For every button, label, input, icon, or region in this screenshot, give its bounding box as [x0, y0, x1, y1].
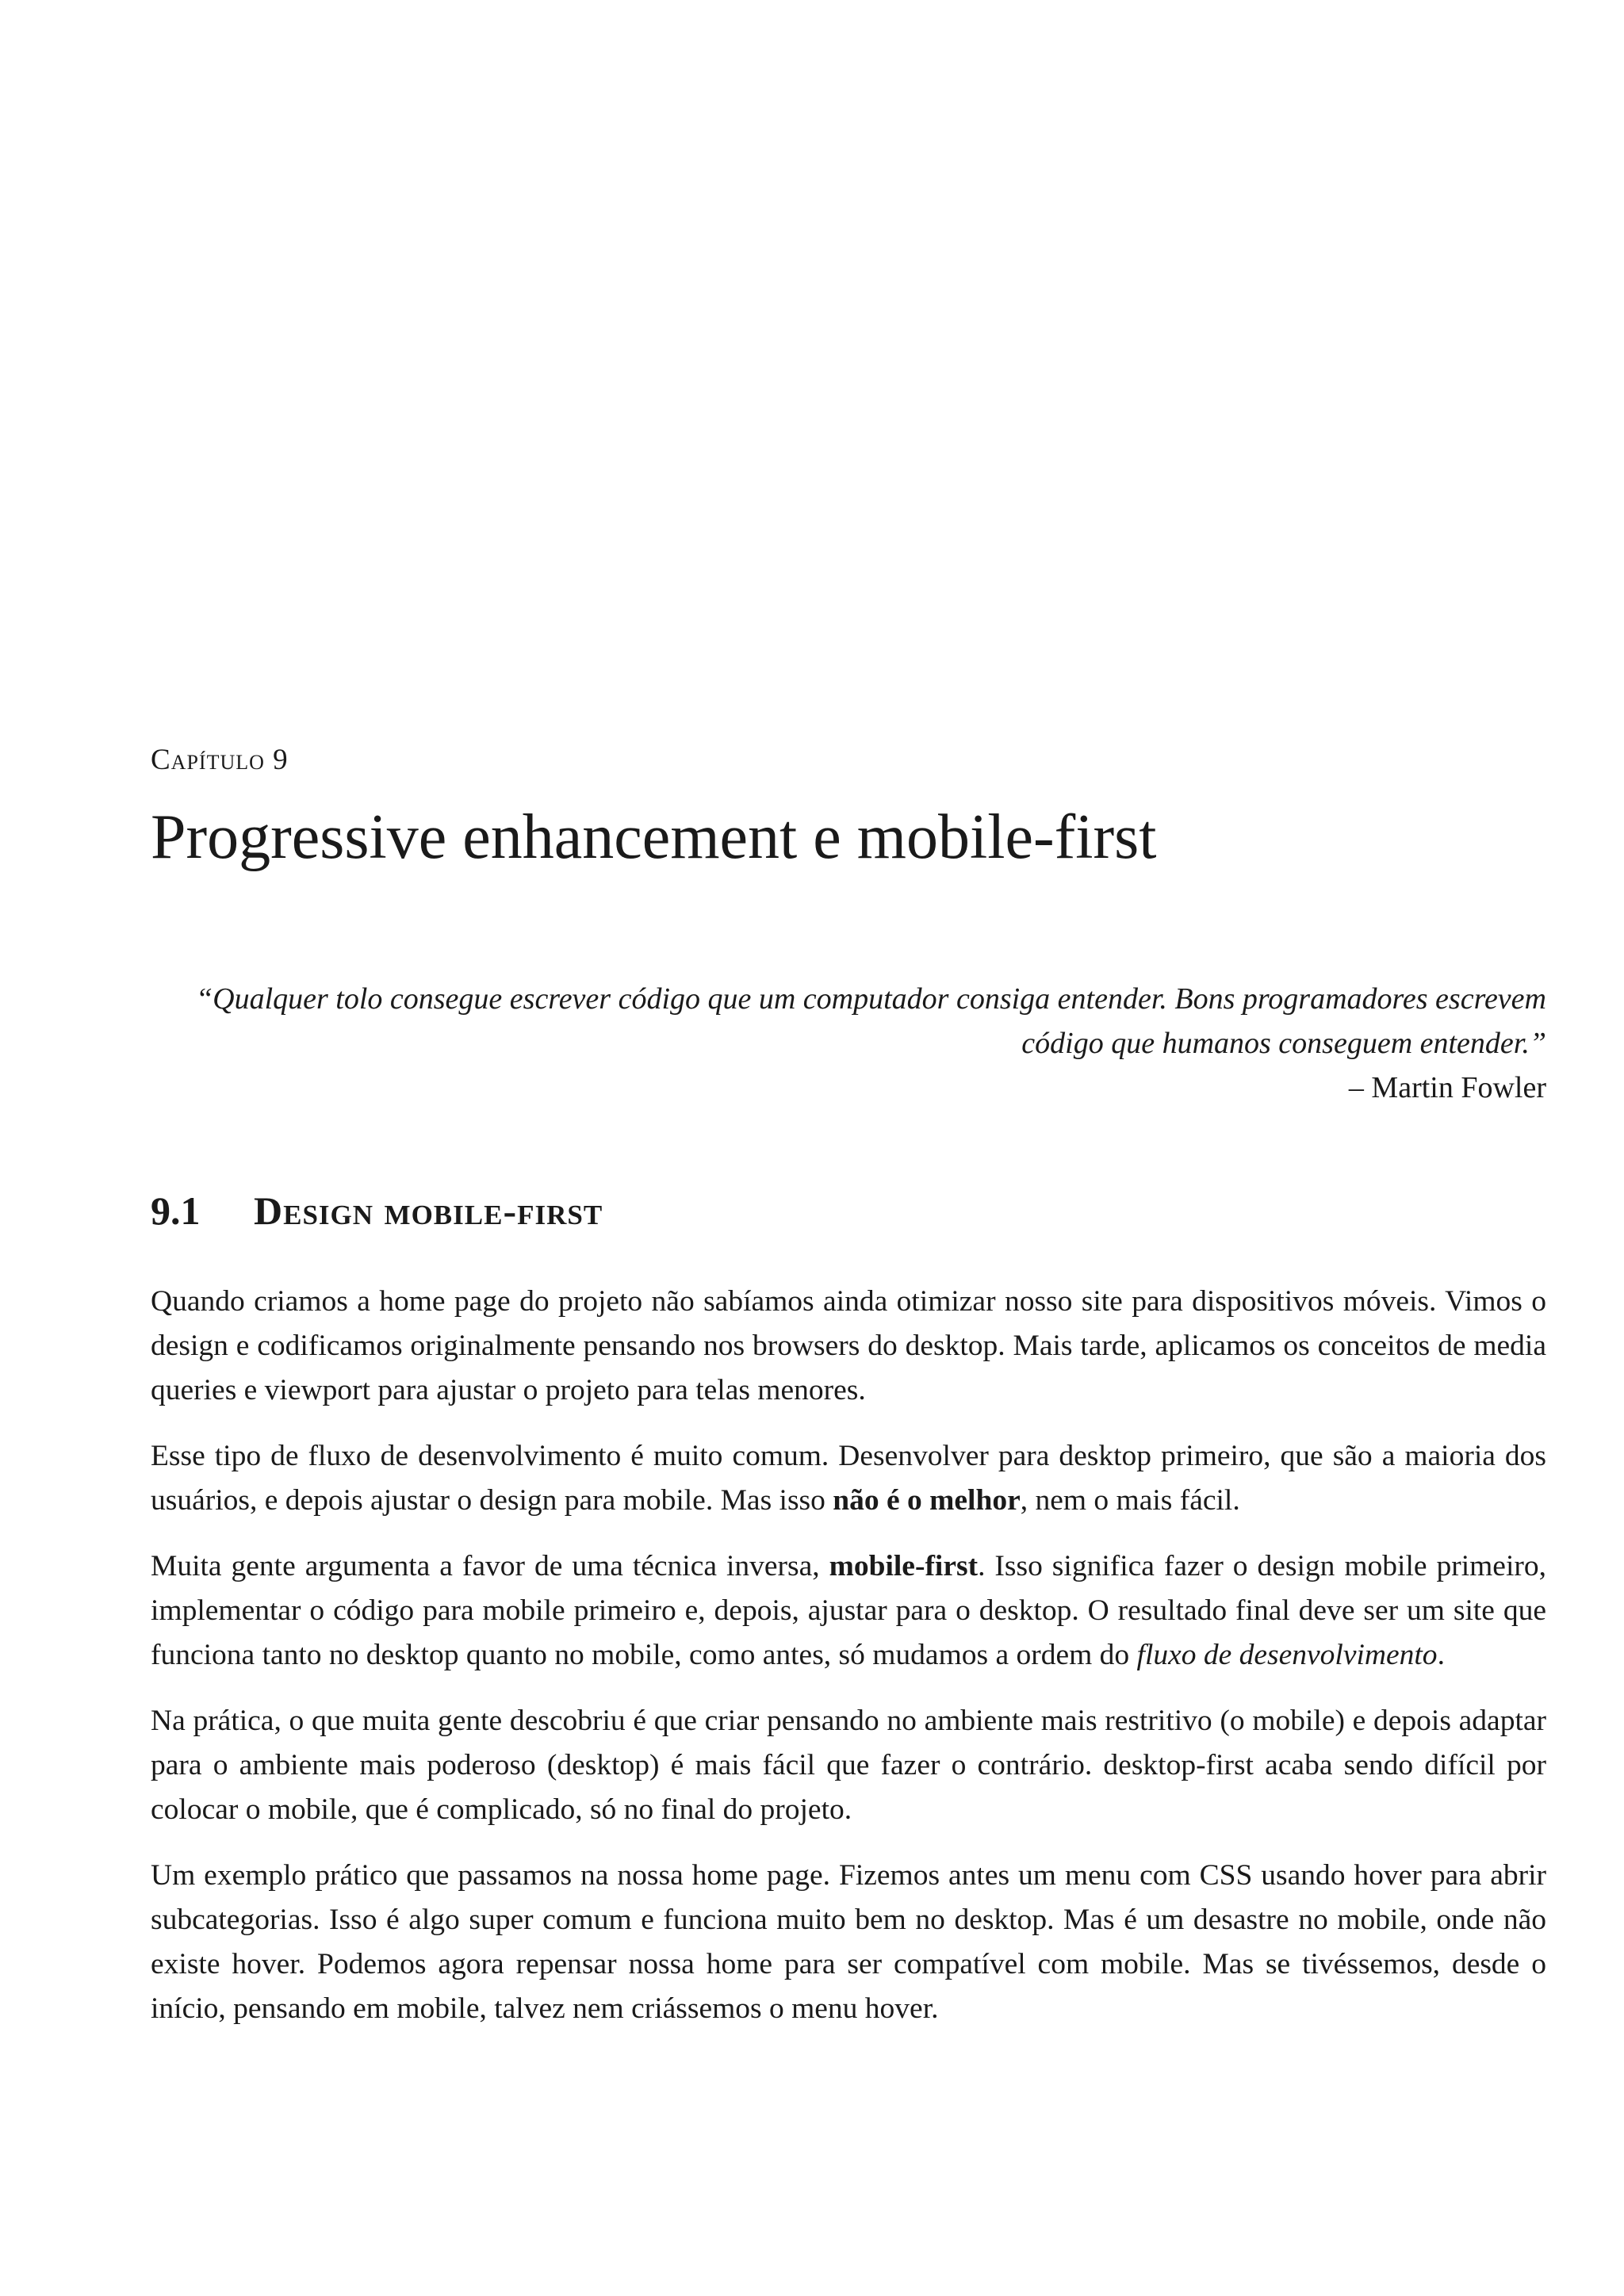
paragraph-1: Quando criamos a home page do projeto não sabíamos ainda otimizar nosso site para dispositivos móveis. Vimos o design e codificamos originalmente pensando nos browsers do desktop. Mais tarde, aplicamos os conceitos de media queries e viewport para ajustar o projeto para telas menores.	[151, 1285, 1546, 1406]
paragraph-4: Na prática, o que muita gente descobriu é que criar pensando no ambiente mais restritivo (o mobile) e depois adaptar para o ambiente mais poderoso (desktop) é mais fácil que fazer o contrário. desktop-first acaba sendo difícil por colocar o mobile, que é complicado, só no final do projeto.	[151, 1705, 1546, 1826]
section-title: Design mobile-first	[254, 1188, 603, 1233]
paragraph-3-emphasis: mobile-first	[829, 1550, 979, 1582]
paragraph-2	[151, 1434, 1546, 1523]
paragraph-5: Um exemplo prático que passamos na nossa home page. Fizemos antes um menu com CSS usando hover para abrir subcategorias. Isso é algo super comum e funciona muito bem no desktop. Mas é um desastre no mobile, onde não existe hover. Podemos agora repensar nossa home para ser compatível com mobile. Mas se tivéssemos, desde o início, pensando em mobile, talvez nem criássemos o menu hover.	[151, 1859, 1546, 2025]
section-heading	[151, 1188, 603, 1233]
chapter-title: Progressive enhancement e mobile-first	[151, 802, 1157, 872]
body-text	[151, 1280, 1546, 2053]
paragraph-3-text: Muita gente argumenta a favor de uma técnica inversa,	[151, 1550, 829, 1582]
paragraph-3-text-middle: . Isso significa fazer o design mobile primeiro, implementar o código para mobile primeiro e, depois, ajustar para o desktop. O resultado final deve ser um site que funciona tanto no desktop quanto no mobile, como antes, só mudamos a ordem do	[151, 1550, 1546, 1671]
epigraph-quote	[151, 977, 1546, 1066]
chapter-label: Capítulo 9	[151, 744, 289, 776]
paragraph-2-emphasis: não é o melhor	[833, 1484, 1021, 1517]
paragraph-2-text-end: , nem o mais fácil.	[1020, 1484, 1240, 1517]
epigraph-line-2: código que humanos conseguem entender.”	[1021, 1027, 1546, 1060]
epigraph-author: – Martin Fowler	[1348, 1071, 1546, 1104]
epigraph	[151, 977, 1546, 1110]
epigraph-line-1: “Qualquer tolo consegue escrever código que um computador consiga entender. Bons programadores escrevem	[196, 982, 1546, 1016]
section-number: 9.1	[151, 1188, 201, 1233]
paragraph-3-italic: fluxo de desenvolvimento	[1136, 1639, 1438, 1671]
paragraph-3-text-end: .	[1437, 1639, 1445, 1671]
paragraph-2-text: Esse tipo de fluxo de desenvolvimento é muito comum. Desenvolver para desktop primeiro, que são a maioria dos usuários, e depois ajustar o design para mobile. Mas isso	[151, 1440, 1546, 1517]
paragraph-3	[151, 1544, 1546, 1678]
